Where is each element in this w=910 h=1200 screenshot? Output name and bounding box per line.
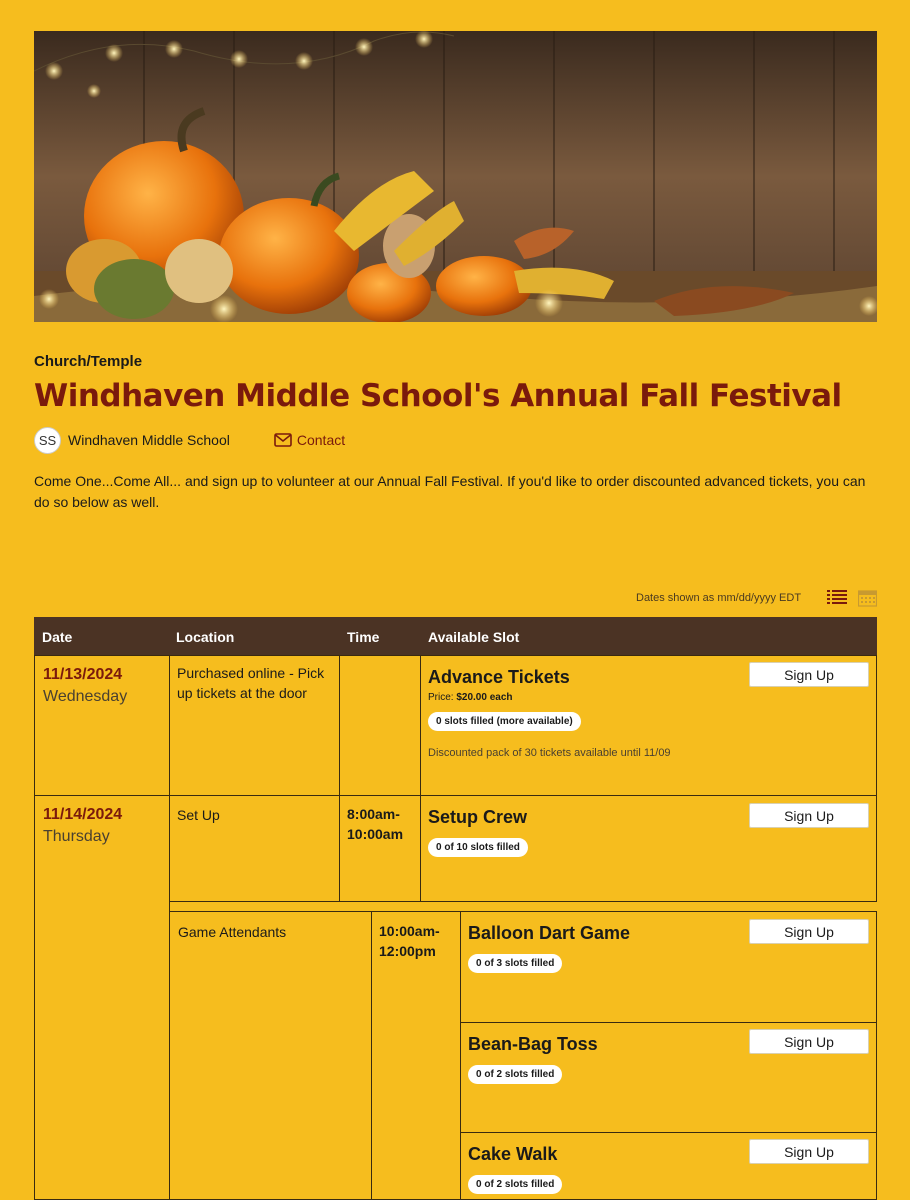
column-header-date: Date [42, 629, 73, 645]
time-cell [371, 911, 461, 1200]
date-value: 11/13/2024 [43, 666, 123, 683]
location-text: Purchased online - Pick up tickets at the door [177, 665, 325, 701]
event-description: Come One...Come All... and sign up to volunteer at our Annual Fall Festival. If you'd like to order discounted advanced tickets, you can do so below as well. [34, 473, 866, 510]
time-cell [339, 795, 421, 902]
page-title: Windhaven Middle School's Annual Fall Festival [34, 378, 842, 414]
column-header-time: Time [347, 629, 380, 645]
column-header-location: Location [176, 629, 235, 645]
contact-link[interactable] [274, 432, 345, 448]
sign-up-button[interactable]: Sign Up [749, 1029, 869, 1054]
time-cell [339, 655, 421, 796]
location-cell [169, 795, 340, 902]
weekday: Thursday [43, 828, 110, 845]
location-text: Game Attendants [178, 924, 287, 940]
slot-title: Setup Crew [428, 807, 528, 827]
contact-label: Contact [296, 432, 346, 448]
status-badge: 0 of 3 slots filled [468, 954, 562, 973]
avatar: SS [34, 427, 61, 454]
time-start: 8:00am- [347, 806, 400, 822]
location-text: Set Up [177, 807, 220, 823]
organizer-name: Windhaven Middle School [68, 432, 230, 448]
time-start: 10:00am- [379, 923, 440, 939]
sign-up-button[interactable]: Sign Up [749, 1139, 869, 1164]
status-badge: 0 of 10 slots filled [428, 838, 528, 857]
sign-up-button[interactable]: Sign Up [749, 662, 869, 687]
time-end: 12:00pm [379, 943, 436, 959]
location-cell [169, 911, 372, 1200]
list-view-icon[interactable] [827, 589, 847, 612]
sign-up-button[interactable]: Sign Up [749, 919, 869, 944]
slots-table-header [34, 617, 877, 655]
slot-title: Balloon Dart Game [468, 923, 631, 943]
event-category: Church/Temple [34, 353, 143, 370]
weekday: Wednesday [43, 688, 128, 705]
price-text: Price: $20.00 each [428, 692, 513, 703]
slot-title: Cake Walk [468, 1144, 558, 1164]
location-cell [169, 655, 340, 796]
date-cell [34, 795, 170, 1200]
slot-title: Advance Tickets [428, 667, 570, 687]
sign-up-button[interactable]: Sign Up [749, 803, 869, 828]
time-end: 10:00am [347, 826, 404, 842]
status-badge: 0 slots filled (more available) [428, 712, 581, 731]
status-badge: 0 of 2 slots filled [468, 1175, 562, 1194]
hero-banner-image [34, 31, 877, 322]
status-badge: 0 of 2 slots filled [468, 1065, 562, 1084]
envelope-icon [274, 433, 292, 447]
date-value: 11/14/2024 [43, 806, 123, 823]
calendar-icon[interactable] [858, 589, 877, 612]
organizer-row [34, 426, 345, 454]
slot-title: Bean-Bag Toss [468, 1034, 598, 1054]
column-header-available-slot: Available Slot [428, 629, 520, 645]
dates-format-note: Dates shown as mm/dd/yyyy EDT [636, 592, 802, 604]
slot-note: Discounted pack of 30 tickets available until 11/09 [428, 747, 671, 759]
date-cell [34, 655, 170, 796]
